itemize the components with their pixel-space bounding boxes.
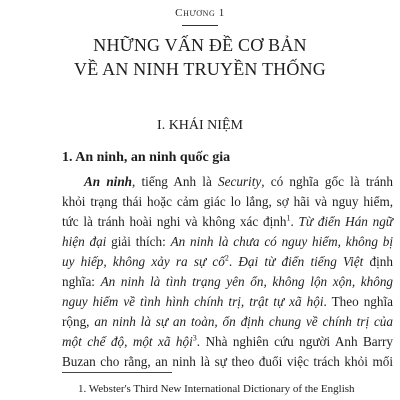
book-title-ref: Từ điển Hán ngữ	[298, 214, 394, 229]
quote-span: một chế độ, một xã hội	[62, 334, 193, 349]
body-line-4	[62, 232, 393, 252]
text-span: . Nhà nghiên cứu người Anh Barry	[196, 334, 393, 349]
footnote-ref-1: 1	[286, 213, 291, 223]
text-span: .	[290, 214, 299, 229]
footnote-ref-2: 2	[224, 253, 229, 263]
text-span: . Theo nghĩa	[323, 294, 394, 309]
body-line-10	[62, 352, 393, 372]
body-line-6	[62, 272, 393, 292]
text-span: .	[228, 254, 239, 269]
body-line-1	[84, 172, 393, 192]
body-line-2	[62, 192, 393, 212]
text-span: nghĩa:	[62, 274, 101, 289]
body-line-9	[62, 332, 393, 352]
quote-span: An ninh là tình trạng yên ổn, không lộn xộn, không	[100, 274, 394, 289]
text-span: , tiếng Anh là	[132, 174, 219, 189]
book-title-ref: hiện đại	[62, 234, 107, 249]
body-line-3	[62, 212, 393, 232]
text-span: khỏi trạng thái hoặc cảm giác lo lắng, sợ hãi và nguy hiểm,	[62, 194, 393, 209]
body-line-8	[62, 312, 393, 332]
subsection-heading: 1. An ninh, an ninh quốc gia	[62, 150, 231, 165]
book-title-ref: Đại từ điển tiếng Việt	[238, 254, 364, 269]
text-span: tức là tránh hoài nghi và không xác định	[62, 214, 287, 229]
text-span: Buzan cho rằng, an ninh là sự theo đuổi việc trách khỏi mối	[62, 354, 393, 369]
quote-span: an ninh là sự an toàn, ổn định chung về chính trị của	[94, 314, 393, 329]
text-span: định	[363, 254, 393, 269]
text-span: giải thích:	[106, 234, 171, 249]
footnote-ref-3: 3	[192, 333, 197, 343]
term-an-ninh: An ninh	[84, 174, 133, 189]
footnote-1: 1. Webster's Third New International Dictionary of the English	[78, 383, 355, 395]
chapter-divider	[182, 25, 218, 26]
term-security: Security	[218, 174, 262, 189]
body-line-7	[62, 292, 393, 312]
section-heading: I. KHÁI NIỆM	[157, 118, 243, 133]
quote-span: uy hiếp, không xảy ra sự cố	[62, 254, 225, 269]
chapter-title-line1: NHỮNG VẤN ĐỀ CƠ BẢN	[93, 35, 307, 55]
quote-span: An ninh là chưa có nguy hiểm, không bị	[170, 234, 394, 249]
body-line-5	[62, 252, 393, 272]
quote-span: nguy hiểm về tình hình chính trị, trật tự xã hội	[62, 294, 324, 309]
chapter-label: Chương 1	[175, 7, 225, 19]
footnote-divider	[62, 372, 172, 373]
text-span: , có nghĩa gốc là tránh	[261, 174, 393, 189]
text-span: rộng,	[62, 314, 95, 329]
chapter-title-line2: VỀ AN NINH TRUYỀN THỐNG	[74, 59, 326, 79]
